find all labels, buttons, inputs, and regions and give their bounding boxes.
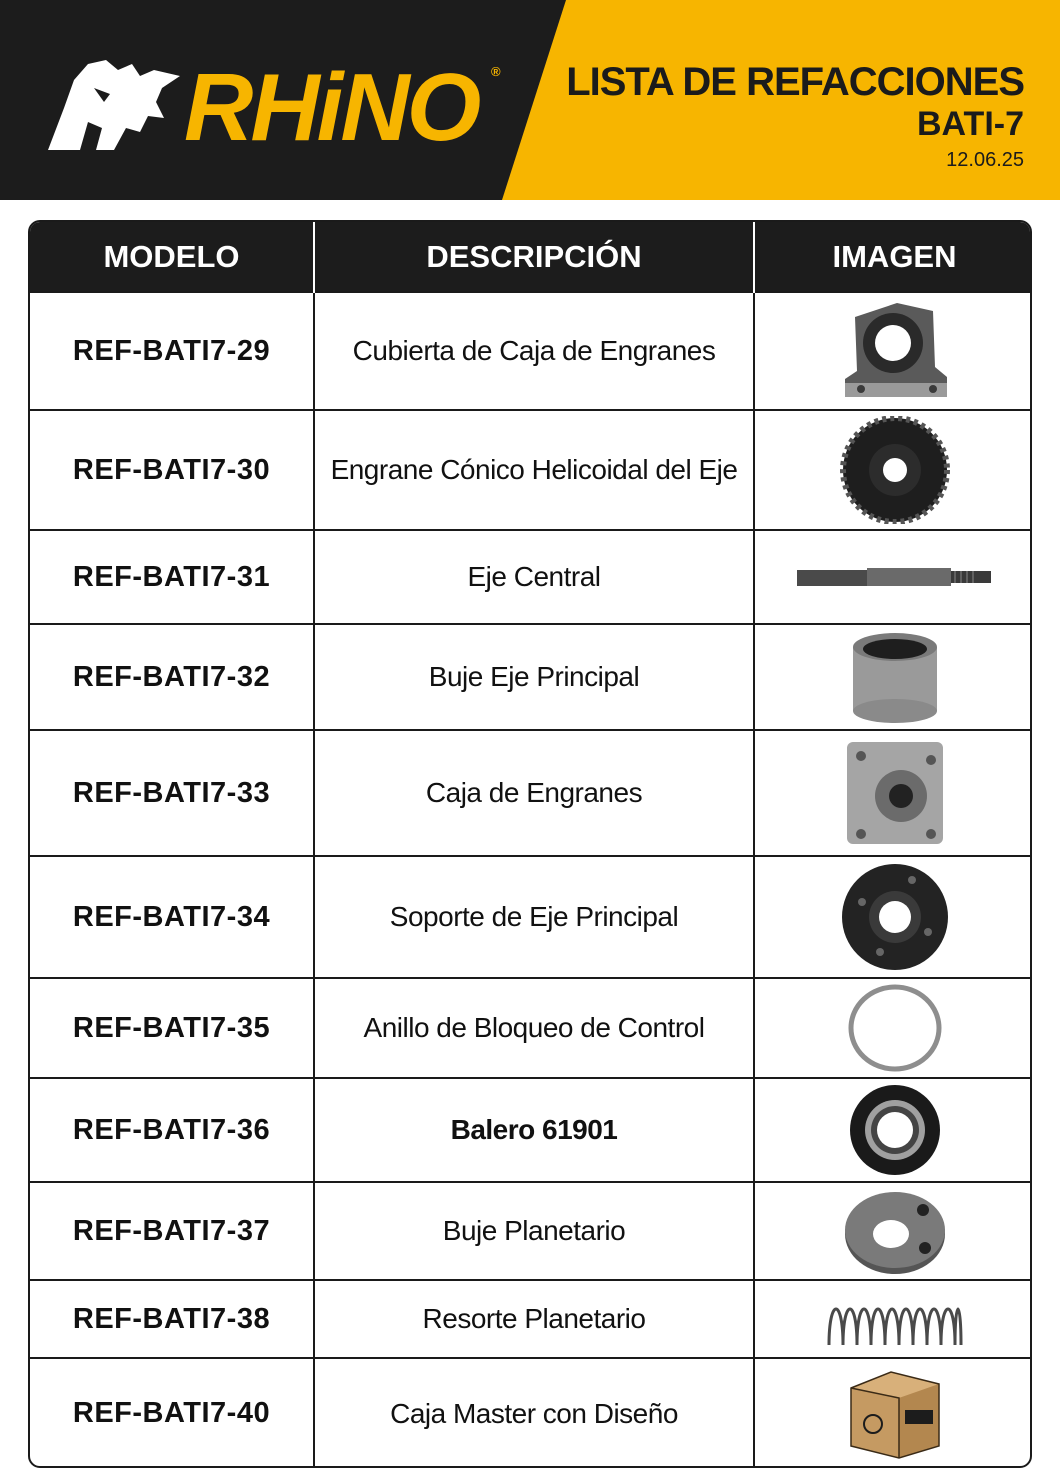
- row-image-cell: [754, 1280, 1032, 1358]
- row-image-cell: [754, 1078, 1032, 1182]
- table-header-row: [30, 222, 1032, 292]
- row-description: Engrane Cónico Helicoidal del Eje: [314, 410, 754, 530]
- row-model: REF-BATI7-36: [30, 1078, 314, 1182]
- row-description: Balero 61901: [314, 1078, 754, 1182]
- row-model: REF-BATI7-34: [30, 856, 314, 978]
- spiral-bevel-gear-image: [839, 416, 951, 524]
- master-box-image: [845, 1366, 945, 1462]
- row-model: REF-BATI7-33: [30, 730, 314, 856]
- table-row: [30, 1182, 1032, 1280]
- document-date: 12.06.25: [946, 149, 1024, 171]
- table-row: [30, 1280, 1032, 1358]
- row-description: Buje Planetario: [314, 1182, 754, 1280]
- row-image-cell: [754, 530, 1032, 624]
- row-description: Resorte Planetario: [314, 1280, 754, 1358]
- bearing-image: [846, 1083, 944, 1177]
- page-header: [0, 0, 1060, 200]
- row-description: Caja Master con Diseño: [314, 1358, 754, 1468]
- row-description: Cubierta de Caja de Engranes: [314, 292, 754, 410]
- row-model: REF-BATI7-31: [30, 530, 314, 624]
- table-row: [30, 730, 1032, 856]
- row-description: Eje Central: [314, 530, 754, 624]
- title-block: [566, 58, 1024, 174]
- planetary-bushing-image: [841, 1186, 949, 1276]
- column-header-model: MODELO: [30, 222, 314, 292]
- column-header-image: IMAGEN: [754, 222, 1032, 292]
- table-row: [30, 856, 1032, 978]
- table-row: [30, 1358, 1032, 1468]
- row-image-cell: [754, 730, 1032, 856]
- page-title: LISTA DE REFACCIONES: [566, 60, 1024, 104]
- table-row: [30, 1078, 1032, 1182]
- row-image-cell: [754, 1358, 1032, 1468]
- row-image-cell: [754, 292, 1032, 410]
- row-model: REF-BATI7-32: [30, 624, 314, 730]
- brand-wordmark: RHiNO: [184, 54, 479, 161]
- table-row: [30, 624, 1032, 730]
- row-model: REF-BATI7-35: [30, 978, 314, 1078]
- product-model: BATI-7: [916, 105, 1024, 143]
- main-shaft-bushing-image: [847, 629, 943, 725]
- row-description: Soporte de Eje Principal: [314, 856, 754, 978]
- table-row: [30, 530, 1032, 624]
- gearbox-image: [843, 738, 947, 848]
- rhino-logo: [44, 54, 514, 161]
- row-model: REF-BATI7-40: [30, 1358, 314, 1468]
- registered-mark: ®: [491, 64, 501, 79]
- locking-ring-image: [847, 983, 943, 1073]
- row-model: REF-BATI7-37: [30, 1182, 314, 1280]
- parts-table: [28, 220, 1032, 1468]
- rhino-head-icon: [44, 58, 184, 158]
- table-row: [30, 410, 1032, 530]
- row-description: Caja de Engranes: [314, 730, 754, 856]
- gearbox-cover-image: [835, 297, 955, 405]
- row-image-cell: [754, 1182, 1032, 1280]
- row-image-cell: [754, 978, 1032, 1078]
- planetary-spring-image: [825, 1287, 965, 1351]
- row-description: Buje Eje Principal: [314, 624, 754, 730]
- table-row: [30, 978, 1032, 1078]
- row-image-cell: [754, 856, 1032, 978]
- table-row: [30, 292, 1032, 410]
- row-model: REF-BATI7-29: [30, 292, 314, 410]
- row-image-cell: [754, 624, 1032, 730]
- row-description: Anillo de Bloqueo de Control: [314, 978, 754, 1078]
- row-model: REF-BATI7-38: [30, 1280, 314, 1358]
- main-shaft-support-image: [840, 862, 950, 972]
- central-shaft-image: [795, 562, 995, 592]
- row-image-cell: [754, 410, 1032, 530]
- row-model: REF-BATI7-30: [30, 410, 314, 530]
- column-header-description: DESCRIPCIÓN: [314, 222, 754, 292]
